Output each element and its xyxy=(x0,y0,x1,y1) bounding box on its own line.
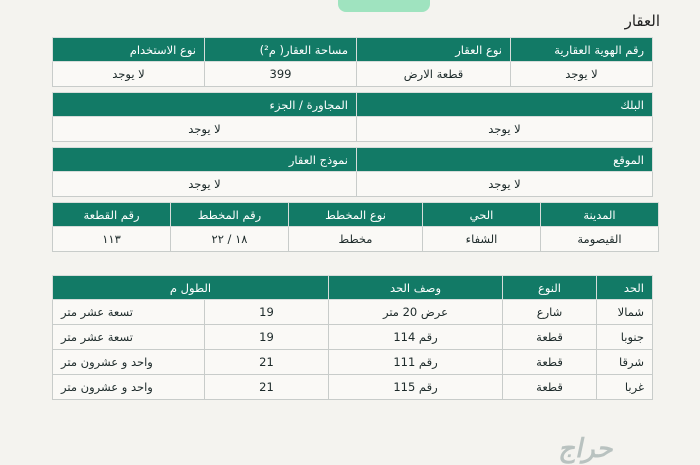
length-number: 19 xyxy=(205,300,329,325)
header-block: البلك xyxy=(357,93,653,117)
length-number: 19 xyxy=(205,325,329,350)
value-usage-type: لا يوجد xyxy=(53,62,205,87)
header-property-id: رقم الهوية العقارية xyxy=(511,38,653,62)
table-row xyxy=(53,300,653,325)
header-plan-number: رقم المخطط xyxy=(171,203,289,227)
value-plan-type: مخطط xyxy=(289,227,423,252)
boundary-description: رقم 111 xyxy=(329,350,503,375)
header-plan-type: نوع المخطط xyxy=(289,203,423,227)
boundary-type: قطعة xyxy=(503,325,597,350)
boundary-direction: غربا xyxy=(597,375,653,400)
boundary-description: رقم 114 xyxy=(329,325,503,350)
location-table xyxy=(52,147,653,197)
value-property-area: 399 xyxy=(205,62,357,87)
value-plan-number: ١٨ / ٢٢ xyxy=(171,227,289,252)
property-info-table xyxy=(52,37,653,87)
header-boundary: الحد xyxy=(597,276,653,300)
header-boundary-description: وصف الحد xyxy=(329,276,503,300)
header-property-model: نموذج العقار xyxy=(53,148,357,172)
header-property-type: نوع العقار xyxy=(357,38,511,62)
length-words: تسعة عشر متر xyxy=(53,300,205,325)
section-title: العقار xyxy=(624,12,660,30)
boundaries-table xyxy=(52,275,653,400)
length-words: واحد و عشرون متر xyxy=(53,375,205,400)
boundary-description: رقم 115 xyxy=(329,375,503,400)
value-neighborhood-part: لا يوجد xyxy=(53,117,357,142)
header-location: الموقع xyxy=(357,148,653,172)
length-words: تسعة عشر متر xyxy=(53,325,205,350)
length-words: واحد و عشرون متر xyxy=(53,350,205,375)
plan-table xyxy=(52,202,659,252)
header-length-m: الطول م xyxy=(53,276,329,300)
boundary-description: عرض 20 متر xyxy=(329,300,503,325)
haraj-watermark: حراج xyxy=(556,434,618,464)
table-row xyxy=(53,325,653,350)
value-property-type: قطعة الارض xyxy=(357,62,511,87)
header-usage-type: نوع الاستخدام xyxy=(53,38,205,62)
boundary-direction: جنوبا xyxy=(597,325,653,350)
header-neighborhood-part: المجاورة / الجزء xyxy=(53,93,357,117)
length-number: 21 xyxy=(205,375,329,400)
table-row xyxy=(53,350,653,375)
value-location: لا يوجد xyxy=(357,172,653,197)
top-accent-bar xyxy=(338,0,430,12)
value-property-model: لا يوجد xyxy=(53,172,357,197)
value-block: لا يوجد xyxy=(357,117,653,142)
boundary-direction: شرقا xyxy=(597,350,653,375)
value-property-id: لا يوجد xyxy=(511,62,653,87)
header-property-area: مساحة العقار( م²) xyxy=(205,38,357,62)
boundary-type: قطعة xyxy=(503,350,597,375)
boundary-type: قطعة xyxy=(503,375,597,400)
value-plot-number: ١١٣ xyxy=(53,227,171,252)
header-type: النوع xyxy=(503,276,597,300)
boundary-direction: شمالا xyxy=(597,300,653,325)
block-table xyxy=(52,92,653,142)
header-district: الحي xyxy=(423,203,541,227)
length-number: 21 xyxy=(205,350,329,375)
header-city: المدينة xyxy=(541,203,659,227)
value-district: الشفاء xyxy=(423,227,541,252)
value-city: القيصومة xyxy=(541,227,659,252)
boundary-type: شارع xyxy=(503,300,597,325)
table-row xyxy=(53,375,653,400)
header-plot-number: رقم القطعة xyxy=(53,203,171,227)
